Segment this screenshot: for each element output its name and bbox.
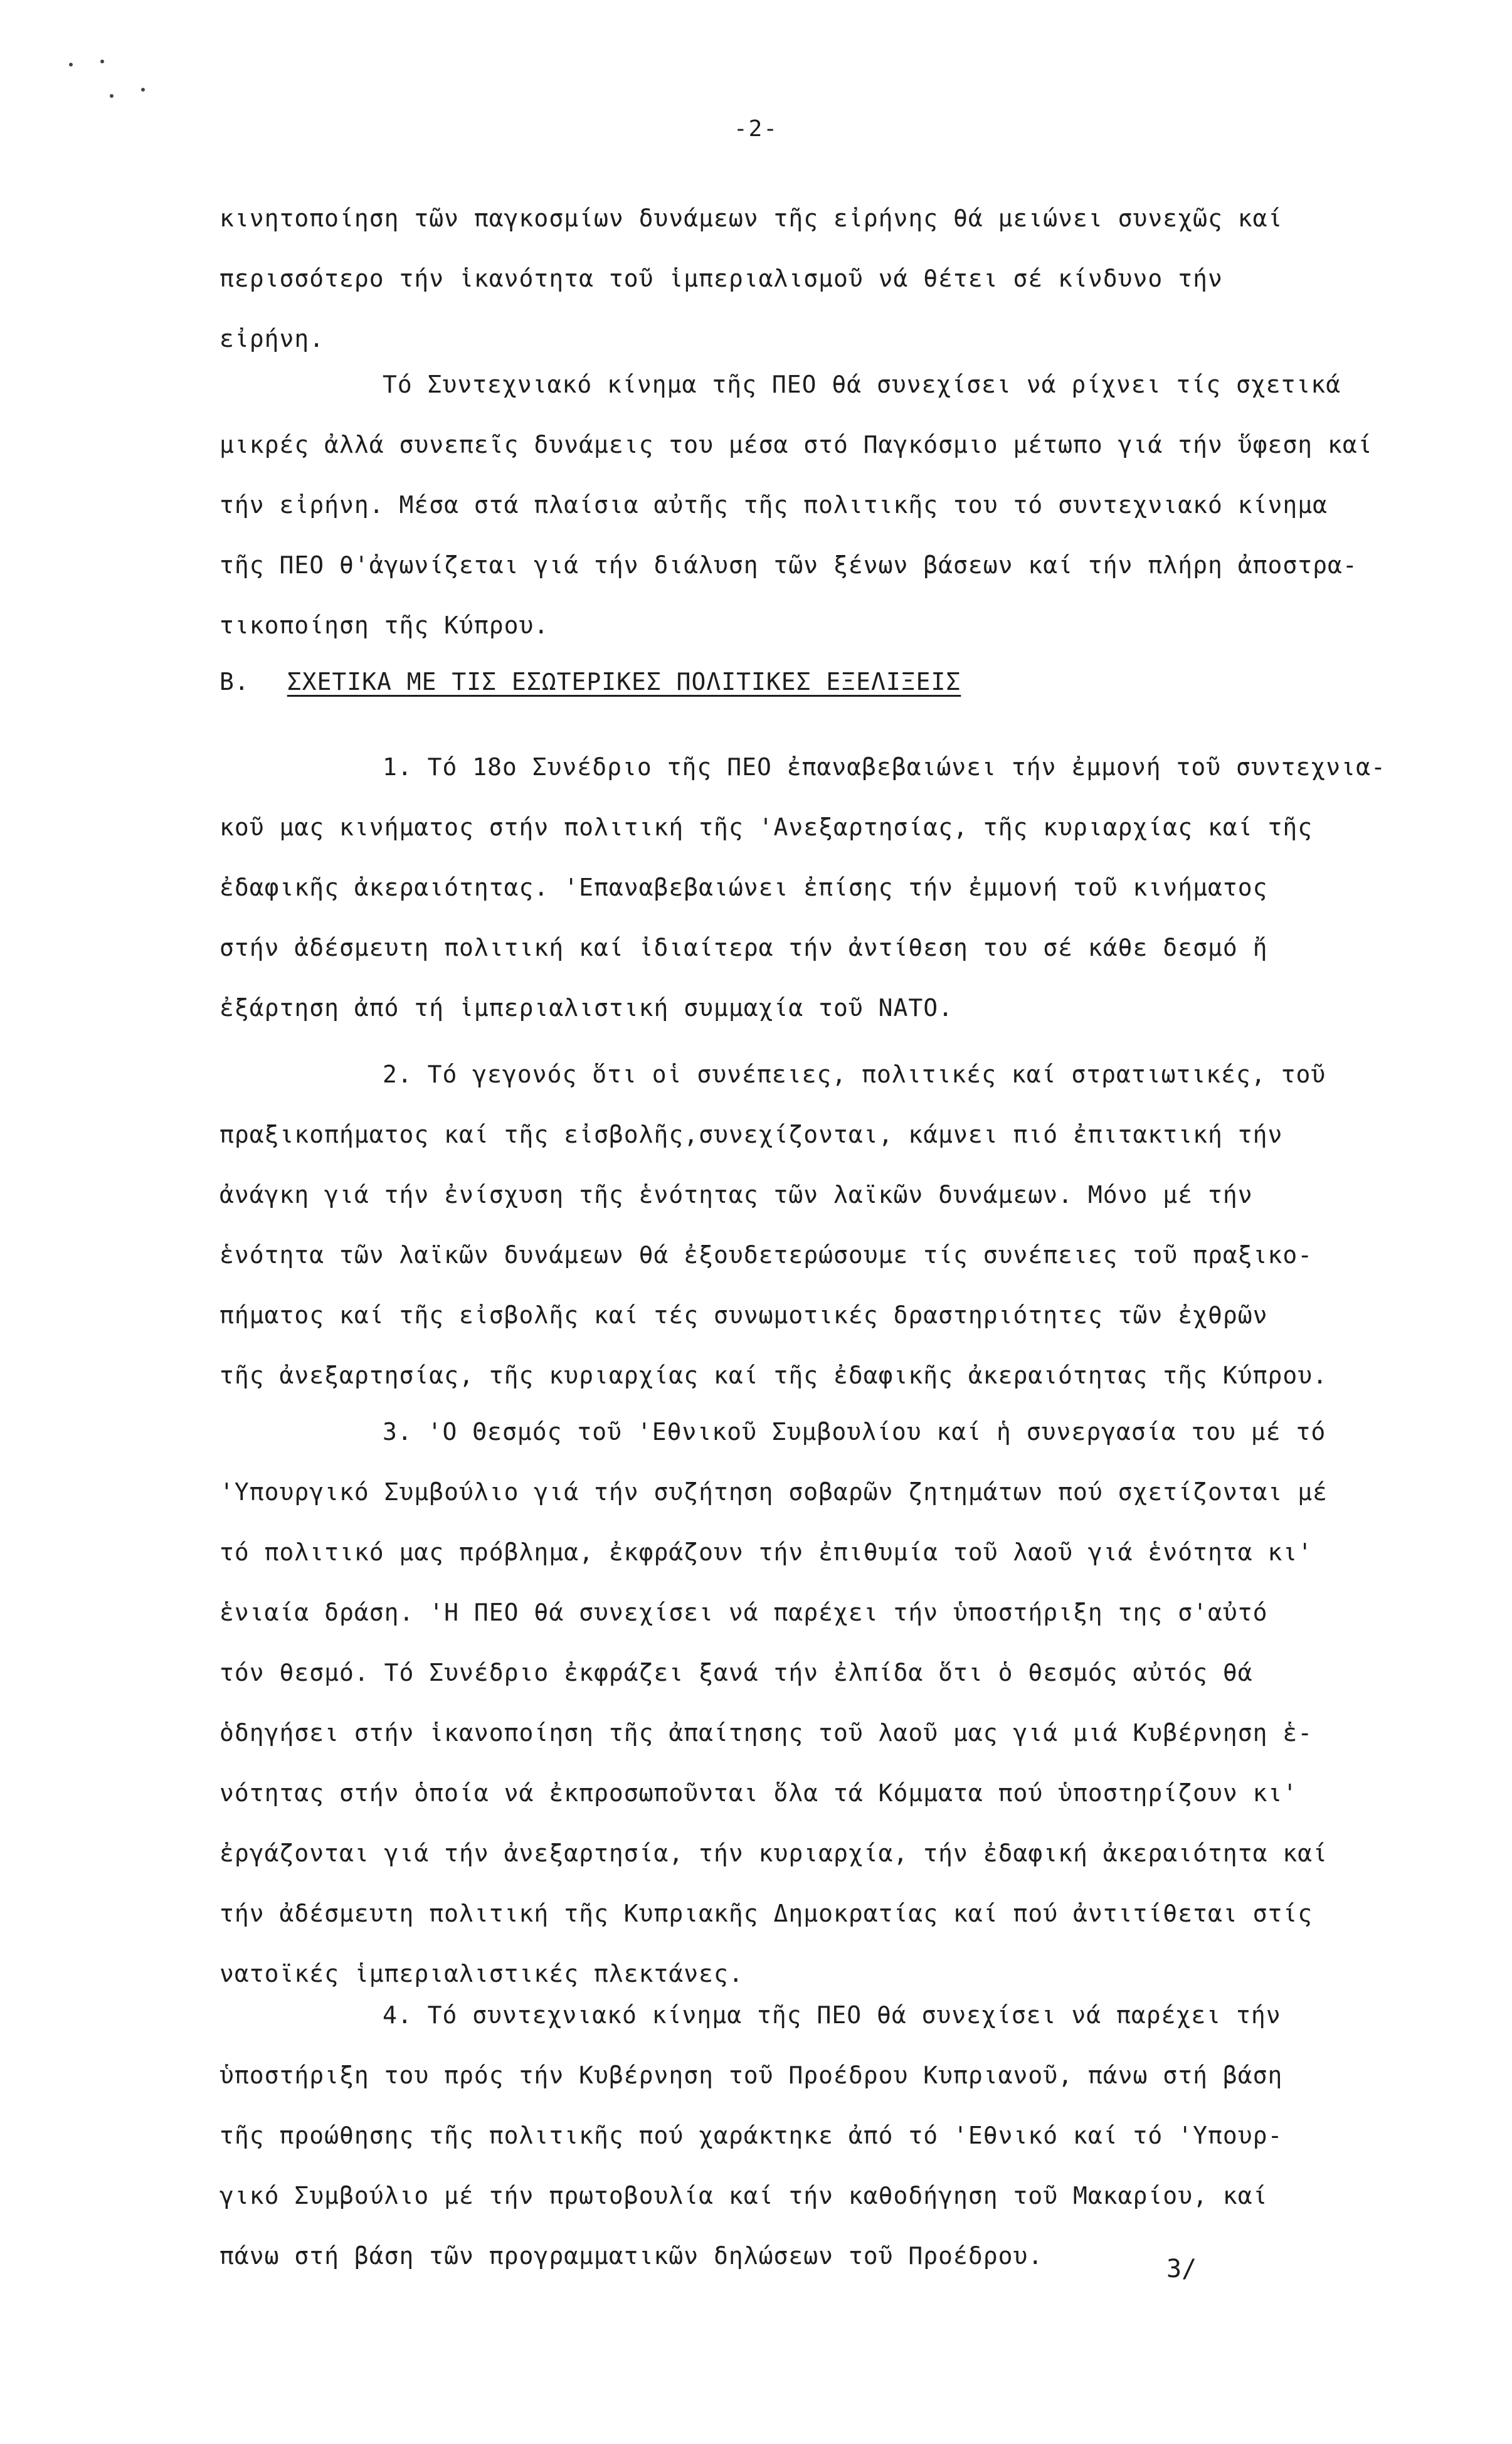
text-line: 2. Τό γεγονός ὅτι οἱ συνέπειες, πολιτικές καί στρατιωτικές, τοῦ bbox=[383, 1061, 1326, 1088]
text-line: ἀνάγκη γιά τήν ἐνίσχυση τῆς ἑνότητας τῶν λαϊκῶν δυνάμεων. Μόνο μέ τήν bbox=[219, 1181, 1253, 1209]
item-3 bbox=[219, 1402, 1411, 2004]
text-line: τῆς ἀνεξαρτησίας, τῆς κυριαρχίας καί τῆς ἐδαφικῆς ἀκεραιότητας τῆς Κύπρου. bbox=[219, 1362, 1328, 1389]
text-line: 'Υπουργικό Συμβούλιο γιά τήν συζήτηση σοβαρῶν ζητημάτων πού σχετίζονται μέ bbox=[219, 1478, 1328, 1506]
scan-speck bbox=[141, 88, 145, 92]
text-line: πραξικοπήματος καί τῆς εἰσβολῆς,συνεχίζονται, κάμνει πιό ἐπιτακτική τήν bbox=[219, 1121, 1283, 1148]
text-line: τήν ἀδέσμευτη πολιτική τῆς Κυπριακῆς Δημοκρατίας καί πού ἀντιτίθεται στίς bbox=[219, 1900, 1313, 1927]
text-line: μικρές ἀλλά συνεπεῖς δυνάμεις του μέσα στό Παγκόσμιο μέτωπο γιά τήν ὕφεση καί bbox=[219, 431, 1373, 458]
page-number: -2- bbox=[733, 116, 779, 142]
text-line: γικό Συμβούλιο μέ τήν πρωτοβουλία καί τήν καθοδήγηση τοῦ Μακαρίου, καί bbox=[219, 2182, 1268, 2209]
text-line: κινητοποίηση τῶν παγκοσμίων δυνάμεων τῆς εἰρήνης θά μειώνει συνεχῶς καί bbox=[219, 204, 1283, 232]
item-1 bbox=[219, 737, 1411, 1038]
scan-speck bbox=[100, 60, 104, 63]
text-line: εἰρήνη. bbox=[219, 325, 325, 352]
text-line: τόν θεσμό. Τό Συνέδριο ἐκφράζει ξανά τήν ἐλπίδα ὅτι ὁ θεσμός αὐτός θά bbox=[219, 1659, 1253, 1686]
text-line: 4. Τό συντεχνιακό κίνημα τῆς ΠΕΟ θά συνεχίσει νά παρέχει τήν bbox=[383, 2001, 1281, 2029]
text-line: 1. Τό 18ο Συνέδριο τῆς ΠΕΟ ἐπαναβεβαιώνει τήν ἐμμονή τοῦ συντεχνια- bbox=[383, 753, 1386, 781]
text-line: ἑνότητα τῶν λαϊκῶν δυνάμεων θά ἐξουδετερώσουμε τίς συνέπειες τοῦ πραξικο- bbox=[219, 1241, 1313, 1269]
text-line: πήματος καί τῆς εἰσβολῆς καί τές συνωμοτικές δραστηριότητες τῶν ἐχθρῶν bbox=[219, 1301, 1268, 1329]
text-line: πάνω στή βάση τῶν προγραμματικῶν δηλώσεων τοῦ Προέδρου. bbox=[219, 2242, 1044, 2270]
paragraph-a bbox=[219, 354, 1411, 655]
text-line: τικοποίηση τῆς Κύπρου. bbox=[219, 611, 549, 639]
text-line: νότητας στήν ὁποία νά ἐκπροσωποῦνται ὅλα τά Κόμματα πού ὑποστηρίζουν κι' bbox=[219, 1779, 1298, 1807]
text-line: ἐξάρτηση ἀπό τή ἱμπεριαλιστική συμμαχία τοῦ ΝΑΤΟ. bbox=[219, 994, 954, 1022]
text-line: ἐργάζονται γιά τήν ἀνεξαρτησία, τήν κυριαρχία, τήν ἐδαφική ἀκεραιότητα καί bbox=[219, 1839, 1328, 1867]
continuation-mark: 3/ bbox=[1166, 2255, 1197, 2283]
section-letter: Β. bbox=[219, 668, 250, 696]
text-line: κοῦ μας κινήματος στήν πολιτική τῆς 'Ανεξαρτησίας, τῆς κυριαρχίας καί τῆς bbox=[219, 813, 1313, 841]
section-title: ΣΧΕΤΙΚΑ ΜΕ ΤΙΣ ΕΣΩΤΕΡΙΚΕΣ ΠΟΛΙΤΙΚΕΣ ΕΞΕΛΙΞΕΙΣ bbox=[287, 668, 961, 696]
item-2 bbox=[219, 1044, 1411, 1405]
text-line: ὑποστήριξη του πρός τήν Κυβέρνηση τοῦ Προέδρου Κυπριανοῦ, πάνω στή βάση bbox=[219, 2061, 1283, 2089]
text-line: τῆς προώθησης τῆς πολιτικῆς πού χαράκτηκε ἀπό τό 'Εθνικό καί τό 'Υπουρ- bbox=[219, 2122, 1283, 2149]
intro-paragraph bbox=[219, 188, 1411, 369]
item-4 bbox=[219, 1985, 1411, 2286]
section-heading bbox=[219, 668, 961, 696]
text-line: τό πολιτικό μας πρόβλημα, ἐκφράζουν τήν ἐπιθυμία τοῦ λαοῦ γιά ἑνότητα κι' bbox=[219, 1538, 1313, 1566]
text-line: νατοϊκές ἱμπεριαλιστικές πλεκτάνες. bbox=[219, 1960, 744, 1987]
text-line: περισσότερο τήν ἱκανότητα τοῦ ἱμπεριαλισμοῦ νά θέτει σέ κίνδυνο τήν bbox=[219, 265, 1223, 292]
text-line: τήν εἰρήνη. Μέσα στά πλαίσια αὐτῆς τῆς πολιτικῆς του τό συντεχνιακό κίνημα bbox=[219, 491, 1328, 519]
text-line: στήν ἀδέσμευτη πολιτική καί ἰδιαίτερα τήν ἀντίθεση του σέ κάθε δεσμό ἤ bbox=[219, 934, 1268, 961]
scan-speck bbox=[110, 94, 114, 98]
text-line: 3. 'Ο Θεσμός τοῦ 'Εθνικοῦ Συμβουλίου καί ἡ συνεργασία του μέ τό bbox=[383, 1418, 1326, 1446]
text-line: Τό Συντεχνιακό κίνημα τῆς ΠΕΟ θά συνεχίσει νά ρίχνει τίς σχετικά bbox=[383, 371, 1341, 398]
text-line: ἑνιαία δράση. 'Η ΠΕΟ θά συνεχίσει νά παρέχει τήν ὑποστήριξη της σ'αὐτό bbox=[219, 1599, 1268, 1626]
text-line: ὁδηγήσει στήν ἱκανοποίηση τῆς ἀπαίτησης τοῦ λαοῦ μας γιά μιά Κυβέρνηση ἑ- bbox=[219, 1719, 1313, 1747]
text-line: ἐδαφικῆς ἀκεραιότητας. 'Επαναβεβαιώνει ἐπίσης τήν ἐμμονή τοῦ κινήματος bbox=[219, 874, 1268, 901]
scan-speck bbox=[69, 63, 73, 66]
text-line: τῆς ΠΕΟ θ'ἀγωνίζεται γιά τήν διάλυση τῶν ξένων βάσεων καί τήν πλήρη ἀποστρα- bbox=[219, 551, 1358, 579]
